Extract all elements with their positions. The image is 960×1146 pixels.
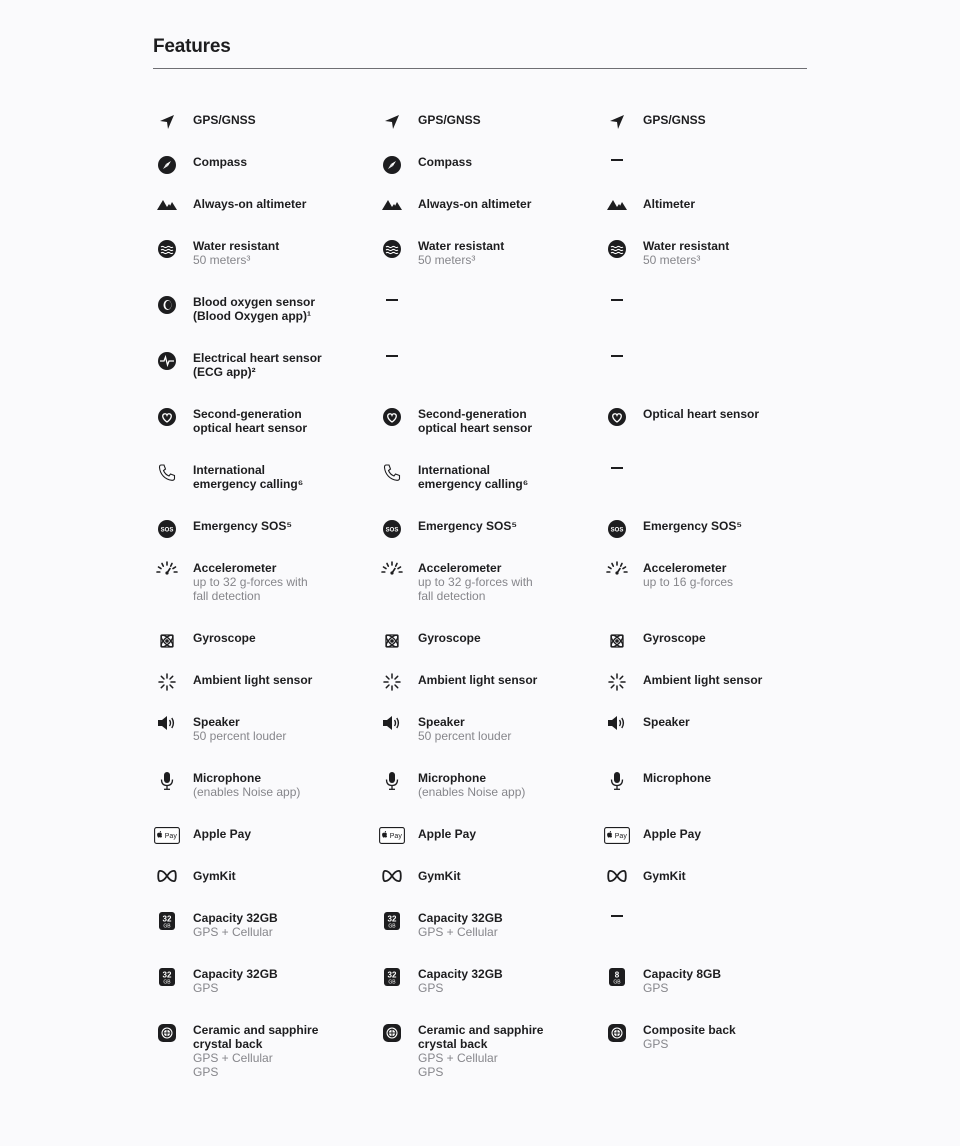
feature-cell [153, 771, 378, 827]
feature-cell [153, 869, 378, 911]
apple-pay-icon [153, 827, 181, 847]
svg-text:GB: GB [388, 923, 396, 930]
feature-label: Always-on altimeter [418, 197, 532, 211]
page-title: Features [153, 36, 231, 57]
feature-label: Gyroscope [418, 631, 481, 645]
feature-cell [153, 113, 378, 155]
feature-label: Ceramic and sapphire crystal back [418, 1023, 544, 1051]
svg-text:32: 32 [387, 970, 397, 980]
divider [153, 68, 807, 69]
compass-icon [153, 155, 181, 175]
feature-cell [153, 967, 378, 1023]
watch-back-icon [153, 1023, 181, 1043]
feature-label: Accelerometer [643, 561, 727, 575]
feature-cell [153, 631, 378, 673]
feature-detail: 50 meters³ [418, 253, 476, 267]
feature-label: Water resistant [193, 239, 280, 253]
speaker-icon [603, 715, 631, 735]
feature-cell [603, 561, 828, 631]
feature-label: Speaker [643, 715, 690, 729]
apple-pay-icon [378, 827, 406, 847]
feature-cell [378, 407, 603, 463]
not-available-dash [603, 911, 631, 931]
feature-row [153, 869, 833, 911]
heart-icon [153, 407, 181, 427]
feature-cell [378, 295, 603, 351]
gymkit-icon [603, 869, 631, 889]
feature-cell [603, 631, 828, 673]
phone-icon [378, 463, 406, 483]
svg-text:GB: GB [613, 979, 621, 986]
feature-cell [153, 519, 378, 561]
phone-icon [153, 463, 181, 483]
feature-cell [153, 911, 378, 967]
svg-text:32: 32 [162, 970, 172, 980]
blood-oxygen-icon [153, 295, 181, 315]
feature-label: GPS/GNSS [418, 113, 481, 127]
feature-label: Second-generation optical heart sensor [193, 407, 308, 435]
feature-detail: GPS + Cellular [193, 925, 273, 939]
not-available-dash [378, 351, 406, 371]
feature-label: Speaker [418, 715, 465, 729]
feature-cell [378, 113, 603, 155]
feature-label: Water resistant [643, 239, 730, 253]
feature-label: International emergency calling⁶ [418, 463, 529, 491]
feature-label: Apple Pay [193, 827, 252, 841]
feature-label: Capacity 32GB [418, 967, 503, 981]
feature-detail: GPS + Cellular GPS [193, 1051, 273, 1079]
svg-text:GB: GB [163, 923, 171, 930]
feature-label: Second-generation optical heart sensor [418, 407, 533, 435]
feature-label: Ambient light sensor [193, 673, 313, 687]
feature-detail: GPS [643, 981, 669, 995]
microphone-icon [603, 771, 631, 791]
feature-label: Capacity 32GB [418, 911, 503, 925]
feature-row [153, 911, 833, 967]
feature-label: Emergency SOS⁵ [418, 519, 518, 533]
feature-cell [378, 519, 603, 561]
feature-cell [603, 463, 828, 519]
mountains-icon [378, 197, 406, 217]
feature-label: GPS/GNSS [193, 113, 256, 127]
feature-label: Compass [418, 155, 473, 169]
microphone-icon [153, 771, 181, 791]
not-available-dash [378, 295, 406, 315]
gyroscope-icon [153, 631, 181, 651]
feature-label: Capacity 8GB [643, 967, 722, 981]
feature-label: Ambient light sensor [643, 673, 763, 687]
feature-label: Emergency SOS⁵ [193, 519, 293, 533]
feature-cell [153, 561, 378, 631]
feature-detail: GPS [193, 981, 219, 995]
features-grid [153, 113, 833, 1107]
feature-cell [603, 197, 828, 239]
feature-label: International emergency calling⁶ [193, 463, 304, 491]
feature-row [153, 827, 833, 869]
location-arrow-icon [603, 113, 631, 133]
accelerometer-icon [603, 561, 631, 581]
feature-row [153, 295, 833, 351]
feature-row [153, 561, 833, 631]
feature-label: Optical heart sensor [643, 407, 760, 421]
heart-icon [378, 407, 406, 427]
feature-cell [378, 673, 603, 715]
feature-detail: 50 percent louder [193, 729, 287, 743]
feature-detail: 50 meters³ [193, 253, 251, 267]
feature-cell [603, 351, 828, 407]
feature-row [153, 771, 833, 827]
svg-text:32: 32 [162, 914, 172, 924]
feature-row [153, 155, 833, 197]
location-arrow-icon [153, 113, 181, 133]
feature-row [153, 967, 833, 1023]
feature-cell [603, 155, 828, 197]
feature-cell [153, 197, 378, 239]
storage-icon [378, 967, 406, 987]
feature-detail: GPS + Cellular GPS [418, 1051, 498, 1079]
feature-label: Compass [193, 155, 248, 169]
feature-cell [603, 715, 828, 771]
feature-cell [378, 771, 603, 827]
feature-label: Gyroscope [643, 631, 706, 645]
water-waves-icon [378, 239, 406, 259]
feature-cell [378, 631, 603, 673]
gymkit-icon [378, 869, 406, 889]
feature-label: Always-on altimeter [193, 197, 307, 211]
not-available-dash [603, 295, 631, 315]
feature-cell [603, 869, 828, 911]
svg-text:8: 8 [614, 970, 620, 980]
watch-back-icon [603, 1023, 631, 1043]
not-available-dash [603, 351, 631, 371]
feature-row [153, 631, 833, 673]
svg-text:32: 32 [387, 914, 397, 924]
feature-label: Accelerometer [193, 561, 277, 575]
feature-cell [603, 239, 828, 295]
watch-back-icon [378, 1023, 406, 1043]
water-waves-icon [603, 239, 631, 259]
feature-label: Apple Pay [643, 827, 702, 841]
svg-text:SOS: SOS [610, 527, 624, 534]
feature-detail: (enables Noise app) [193, 785, 301, 799]
apple-pay-icon [603, 827, 631, 847]
feature-label: Capacity 32GB [193, 967, 278, 981]
sos-icon [378, 519, 406, 539]
feature-cell [378, 715, 603, 771]
not-available-dash [603, 463, 631, 483]
feature-label: Speaker [193, 715, 240, 729]
microphone-icon [378, 771, 406, 791]
ecg-icon [153, 351, 181, 371]
water-waves-icon [153, 239, 181, 259]
svg-text:Pay: Pay [389, 832, 402, 840]
feature-row [153, 673, 833, 715]
feature-detail: (enables Noise app) [418, 785, 526, 799]
not-available-dash [603, 155, 631, 175]
feature-label: Accelerometer [418, 561, 502, 575]
feature-cell [603, 1023, 828, 1107]
feature-cell [603, 673, 828, 715]
feature-row [153, 239, 833, 295]
location-arrow-icon [378, 113, 406, 133]
feature-cell [153, 715, 378, 771]
feature-cell [378, 239, 603, 295]
feature-detail: GPS [643, 1037, 669, 1051]
feature-cell [603, 827, 828, 869]
feature-cell [153, 463, 378, 519]
feature-label: GymKit [643, 869, 686, 883]
speaker-icon [378, 715, 406, 735]
features-header [153, 35, 807, 59]
feature-cell [378, 827, 603, 869]
feature-detail: 50 meters³ [643, 253, 701, 267]
feature-row [153, 463, 833, 519]
feature-label: Emergency SOS⁵ [643, 519, 743, 533]
feature-cell [378, 1023, 603, 1107]
feature-label: Blood oxygen sensor (Blood Oxygen app)¹ [193, 295, 316, 323]
storage-icon [153, 967, 181, 987]
feature-cell [378, 911, 603, 967]
feature-label: GPS/GNSS [643, 113, 706, 127]
speaker-icon [153, 715, 181, 735]
accelerometer-icon [153, 561, 181, 581]
sos-icon [153, 519, 181, 539]
feature-cell [603, 407, 828, 463]
ambient-light-icon [153, 673, 181, 693]
feature-cell [603, 911, 828, 967]
feature-cell [603, 113, 828, 155]
feature-cell [153, 295, 378, 351]
storage-icon [603, 967, 631, 987]
feature-cell [603, 519, 828, 561]
feature-label: GymKit [418, 869, 461, 883]
feature-label: Water resistant [418, 239, 505, 253]
feature-cell [603, 771, 828, 827]
feature-detail: GPS [418, 981, 444, 995]
mountains-icon [603, 197, 631, 217]
feature-label: Ambient light sensor [418, 673, 538, 687]
feature-cell [153, 155, 378, 197]
ambient-light-icon [378, 673, 406, 693]
svg-text:Pay: Pay [164, 832, 177, 840]
feature-cell [378, 561, 603, 631]
feature-cell [153, 827, 378, 869]
feature-row [153, 113, 833, 155]
gyroscope-icon [603, 631, 631, 651]
feature-cell [378, 869, 603, 911]
feature-label: Gyroscope [193, 631, 256, 645]
feature-label: Microphone [418, 771, 486, 785]
feature-label: Electrical heart sensor (ECG app)² [193, 351, 322, 379]
feature-cell [153, 351, 378, 407]
feature-cell [378, 351, 603, 407]
feature-detail: up to 32 g-forces with fall detection [418, 575, 533, 603]
feature-row [153, 519, 833, 561]
feature-cell [153, 1023, 378, 1107]
feature-label: Microphone [643, 771, 711, 785]
feature-cell [378, 155, 603, 197]
feature-label: Apple Pay [418, 827, 477, 841]
svg-text:GB: GB [163, 979, 171, 986]
feature-row [153, 197, 833, 239]
feature-cell [153, 673, 378, 715]
feature-row [153, 351, 833, 407]
feature-label: Capacity 32GB [193, 911, 278, 925]
feature-detail: up to 16 g-forces [643, 575, 734, 589]
svg-text:GB: GB [388, 979, 396, 986]
feature-cell [153, 239, 378, 295]
feature-cell [603, 295, 828, 351]
feature-detail: up to 32 g-forces with fall detection [193, 575, 308, 603]
feature-cell [378, 197, 603, 239]
feature-row [153, 715, 833, 771]
storage-icon [153, 911, 181, 931]
feature-cell [378, 967, 603, 1023]
feature-label: Microphone [193, 771, 261, 785]
feature-label: Composite back [643, 1023, 736, 1037]
heart-icon [603, 407, 631, 427]
mountains-icon [153, 197, 181, 217]
feature-detail: 50 percent louder [418, 729, 512, 743]
feature-label: Ceramic and sapphire crystal back [193, 1023, 319, 1051]
feature-detail: GPS + Cellular [418, 925, 498, 939]
feature-cell [153, 407, 378, 463]
feature-label: Altimeter [643, 197, 696, 211]
accelerometer-icon [378, 561, 406, 581]
svg-text:Pay: Pay [614, 832, 627, 840]
compass-icon [378, 155, 406, 175]
ambient-light-icon [603, 673, 631, 693]
sos-icon [603, 519, 631, 539]
storage-icon [378, 911, 406, 931]
feature-cell [603, 967, 828, 1023]
gymkit-icon [153, 869, 181, 889]
feature-cell [378, 463, 603, 519]
feature-row [153, 407, 833, 463]
gyroscope-icon [378, 631, 406, 651]
svg-text:SOS: SOS [160, 527, 174, 534]
feature-row [153, 1023, 833, 1107]
svg-text:SOS: SOS [385, 527, 399, 534]
feature-label: GymKit [193, 869, 236, 883]
